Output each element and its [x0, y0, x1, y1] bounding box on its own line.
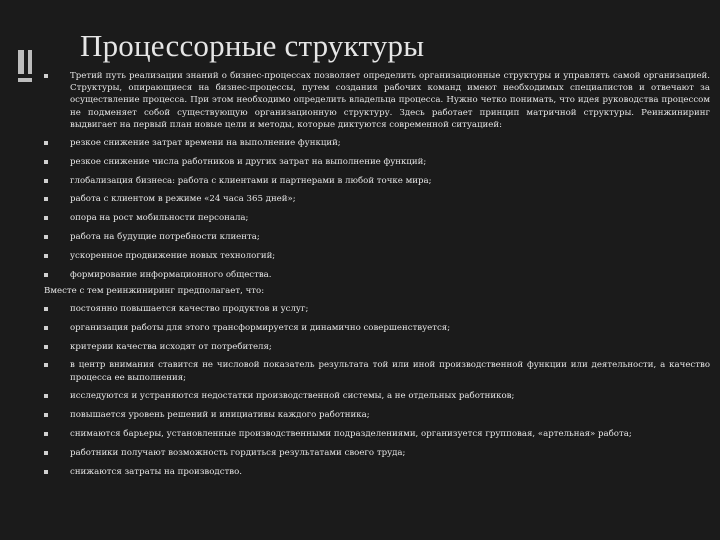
- list-item-text: работа с клиентом в режиме «24 часа 365 дней»;: [70, 194, 296, 205]
- bullet-icon: [44, 273, 48, 277]
- list-item-text: глобализация бизнеса: работа с клиентами и партнерами в любой точке мира;: [70, 175, 432, 186]
- list-item-text: в центр внимания ставится не числовой показатель результата той или иной производственной функции или деятельности, а качество процесса ее выполнения;: [70, 360, 710, 383]
- list-item-text: повышается уровень решений и инициативы каждого работника;: [70, 410, 370, 421]
- list-item-text: резкое снижение затрат времени на выполнение функций;: [70, 138, 341, 149]
- list-item-text: работа на будущие потребности клиента;: [70, 232, 260, 242]
- decor-bar-1: [18, 50, 24, 74]
- intro-item: [44, 70, 710, 131]
- list-item: [44, 212, 710, 224]
- bullet-icon: [44, 141, 48, 145]
- slide-content: [44, 70, 710, 478]
- bullet-icon: [44, 413, 48, 417]
- list-item: [44, 193, 710, 205]
- bullet-icon: [44, 307, 48, 311]
- list-item: [44, 303, 710, 315]
- list-item-text: снижаются затраты на производство.: [70, 466, 243, 477]
- transition-text: Вместе с тем реинжиниринг предполагает, что:: [44, 285, 265, 296]
- bullet-icon: [44, 254, 48, 258]
- list-item: [44, 322, 710, 334]
- list-item-text: исследуются и устраняются недостатки производственной системы, а не отдельных работников;: [70, 391, 515, 402]
- list-item: [44, 447, 710, 459]
- slide-title: Процессорные структуры: [80, 28, 425, 63]
- decor-bar-3: [18, 78, 32, 82]
- bullet-icon: [44, 160, 48, 164]
- list-item: [44, 156, 710, 168]
- decor-bar-2: [28, 50, 32, 74]
- list-item: [44, 175, 710, 187]
- bullet-icon: [44, 432, 48, 436]
- list-item-text: организация работы для этого трансформируется и динамично совершенствуется;: [70, 322, 451, 333]
- list-item-text: ускоренное продвижение новых технологий;: [70, 250, 276, 261]
- list-1: [44, 137, 710, 281]
- bullet-icon: [44, 345, 48, 349]
- bullet-icon: [44, 451, 48, 455]
- list-item: [44, 341, 710, 353]
- bullet-icon: [44, 216, 48, 220]
- intro-paragraph: Третий путь реализации знаний о бизнес-процессах позволяет определить организационные структуры и управлять самой организацией. Структуры, опирающиеся на бизнес-процессы, путем создания рабочих команд имеют необходимых специалистов и отвечают за осуществление процесса. При этом необходимо определить владельца процесса. Нужно четко понимать, что идея руководства процессом не подменяет собой существующую организационную структуру. Здесь работает принцип матричной структуры. Реинжиниринг выдвигает на первый план новые цели и методы, которые диктуются современной ситуацией:: [70, 71, 710, 130]
- list-item-text: снимаются барьеры, установленные производственными подразделениями, организуется групповая, «артельная» работа;: [70, 428, 632, 439]
- list-2: [44, 303, 710, 478]
- list-item: [44, 390, 710, 402]
- list-item: [44, 269, 710, 281]
- bullet-icon: [44, 363, 48, 367]
- list-item-text: формирование информационного общества.: [70, 269, 272, 280]
- bullet-icon: [44, 394, 48, 398]
- bullet-icon: [44, 470, 48, 474]
- list-item: [44, 231, 710, 243]
- list-item: [44, 250, 710, 262]
- list-item-text: постоянно повышается качество продуктов и услуг;: [70, 304, 309, 314]
- list-item: [44, 466, 710, 478]
- list-item: [44, 137, 710, 149]
- list-item-text: резкое снижение числа работников и других затрат на выполнение функций;: [70, 156, 427, 167]
- list-item: [44, 428, 710, 440]
- list-item-text: работники получают возможность гордиться результатами своего труда;: [70, 447, 406, 458]
- bullet-icon: [44, 235, 48, 239]
- bullet-icon: [44, 326, 48, 330]
- list-item: [44, 359, 710, 383]
- bullet-icon: [44, 179, 48, 183]
- list-item-text: критерии качества исходят от потребителя;: [70, 341, 272, 352]
- bullet-icon: [44, 197, 48, 201]
- bullet-icon: [44, 74, 48, 78]
- list-item-text: опора на рост мобильности персонала;: [70, 213, 249, 224]
- list-item: [44, 409, 710, 421]
